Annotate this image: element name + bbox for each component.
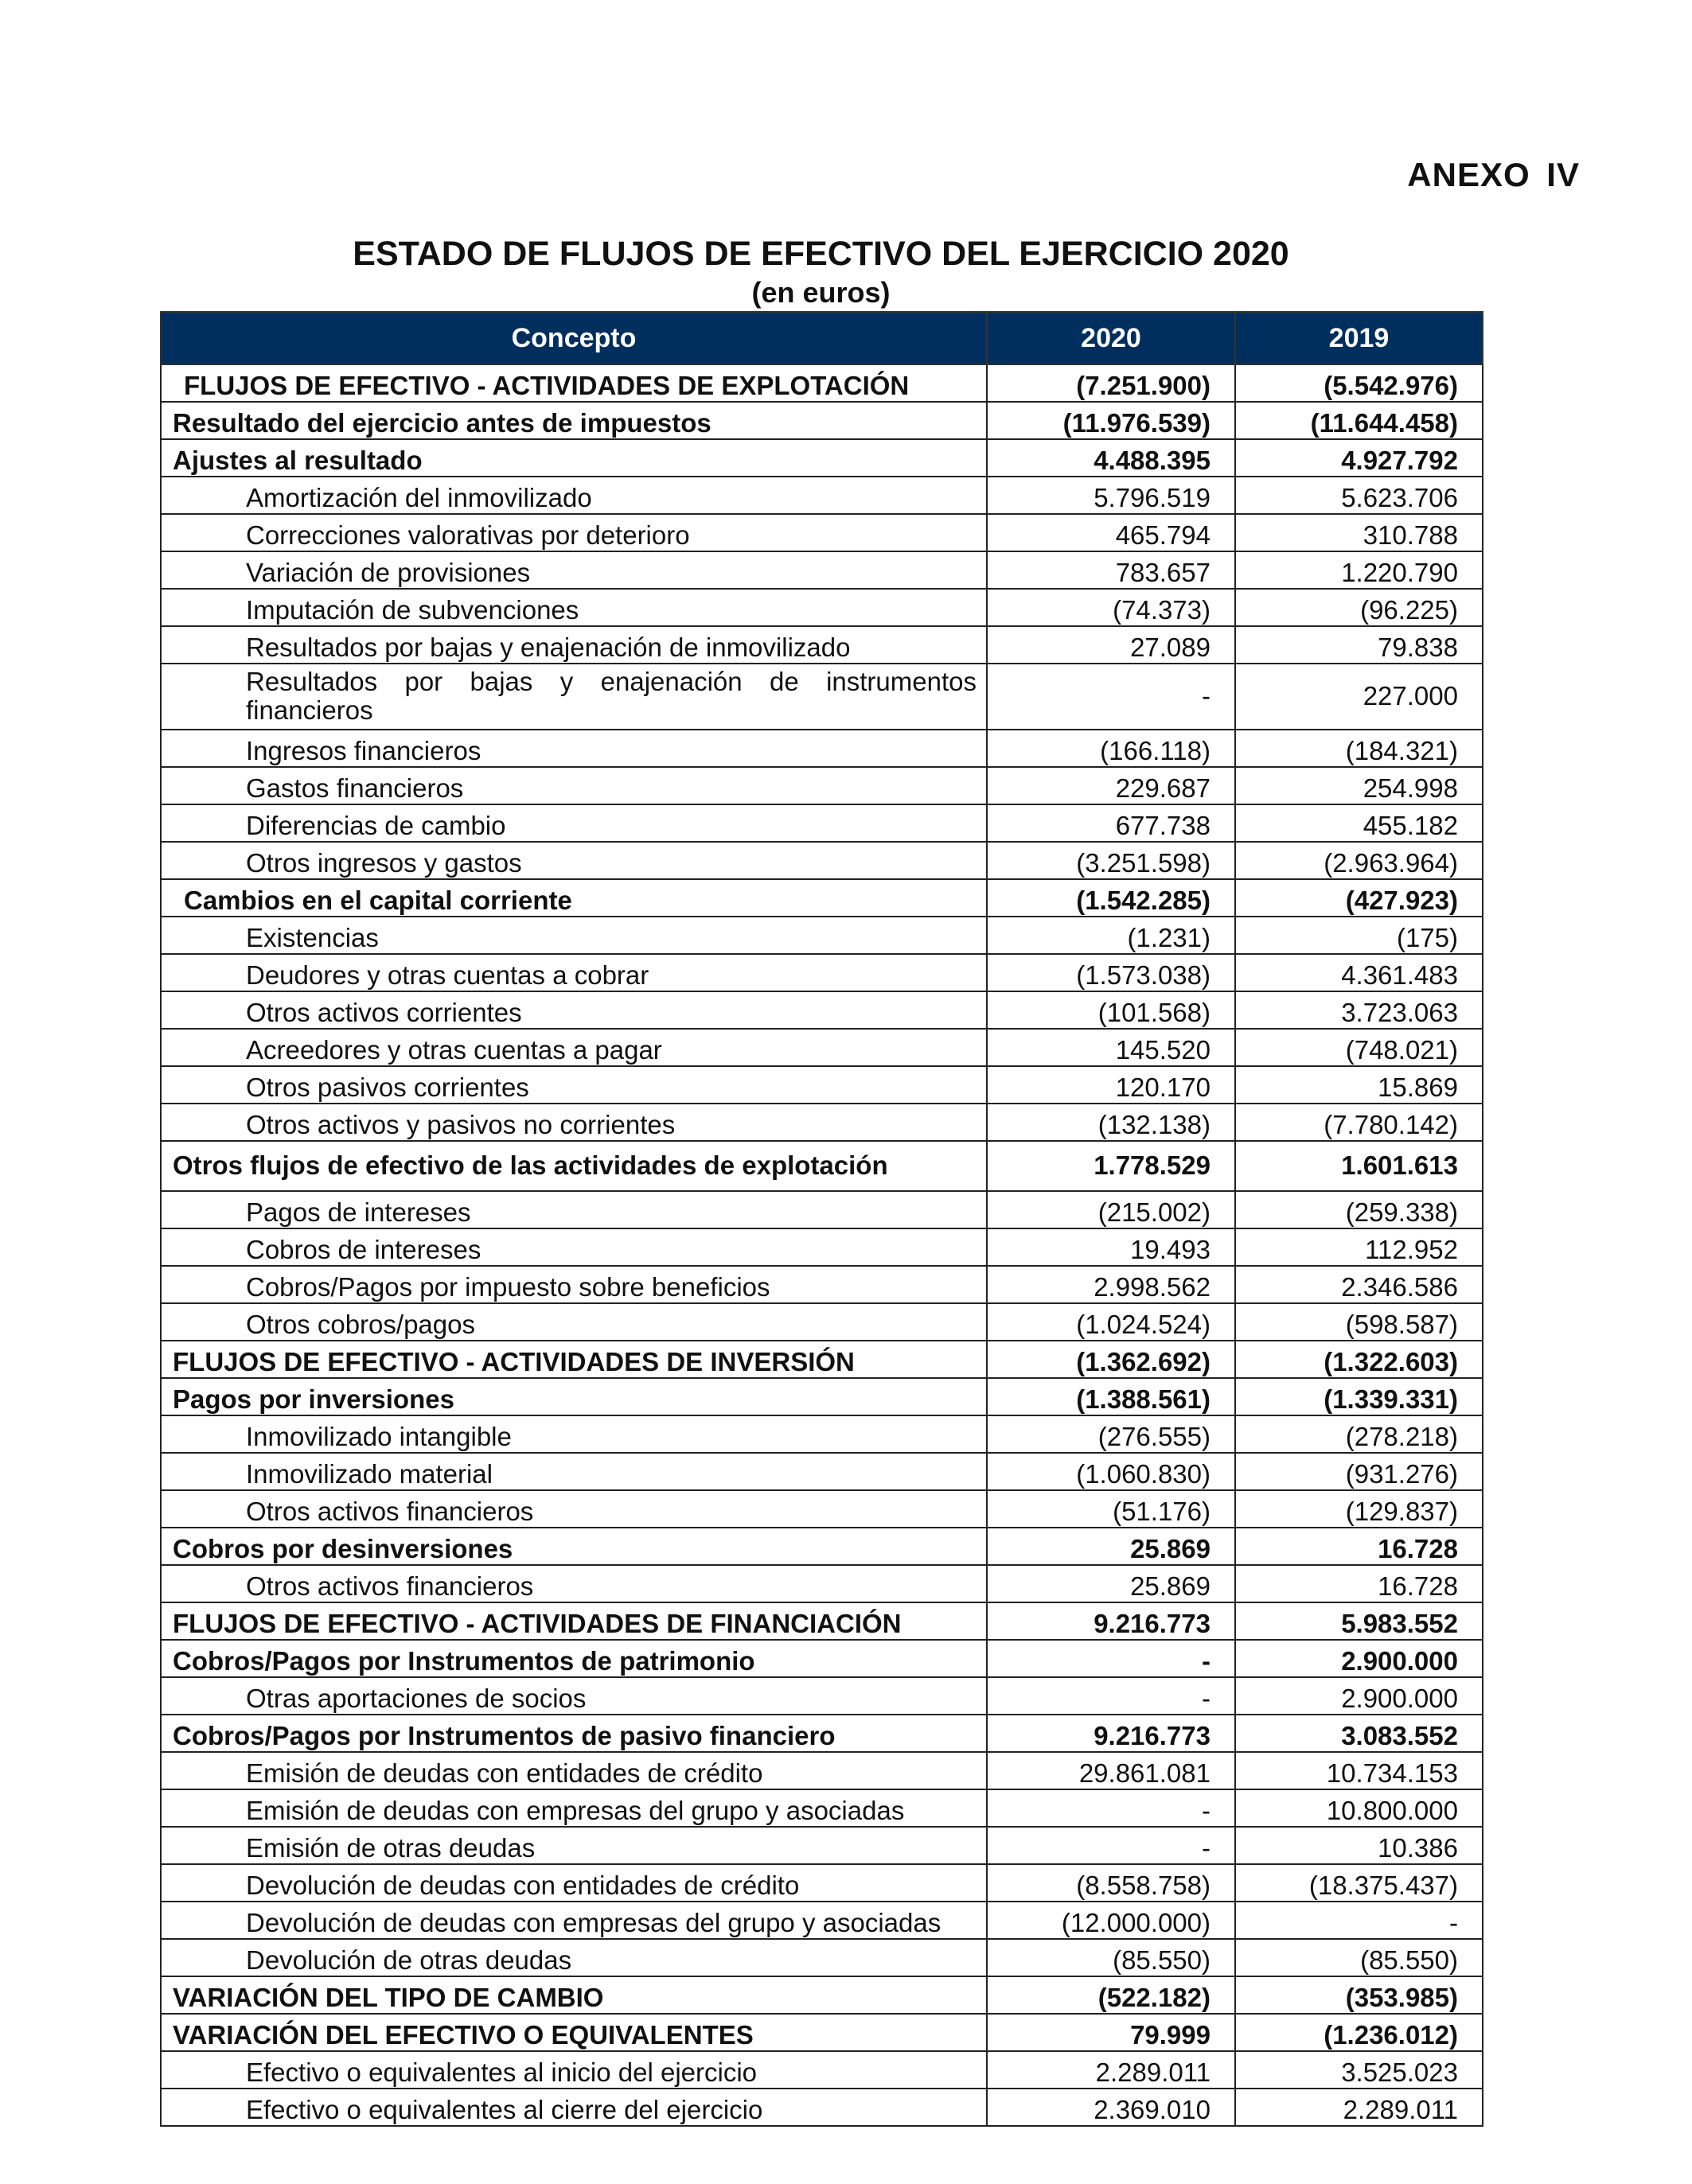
table-row xyxy=(161,1789,1483,1827)
table-row xyxy=(161,1602,1483,1640)
value-2020: 25.869 xyxy=(987,1565,1235,1602)
concept-cell: Resultado del ejercicio antes de impuestos xyxy=(161,402,987,439)
value-2020: 677.738 xyxy=(987,804,1235,842)
concept-cell: Emisión de deudas con entidades de crédito xyxy=(161,1752,987,1789)
table-row xyxy=(161,439,1483,477)
concept-cell: FLUJOS DE EFECTIVO - ACTIVIDADES DE EXPLOTACIÓN xyxy=(161,364,987,402)
concept-cell: Inmovilizado material xyxy=(161,1453,987,1490)
value-2020: (1.362.692) xyxy=(987,1341,1235,1378)
table-row xyxy=(161,514,1483,551)
value-2020: (51.176) xyxy=(987,1490,1235,1528)
value-2019: (85.550) xyxy=(1235,1939,1483,1976)
value-2019: (931.276) xyxy=(1235,1453,1483,1490)
value-2020: (11.976.539) xyxy=(987,402,1235,439)
value-2019: (18.375.437) xyxy=(1235,1864,1483,1902)
concept-cell: Devolución de deudas con empresas del grupo y asociadas xyxy=(161,1902,987,1939)
value-2019: (11.644.458) xyxy=(1235,402,1483,439)
concept-cell: Otros activos corrientes xyxy=(161,991,987,1029)
value-2020: 9.216.773 xyxy=(987,1715,1235,1752)
value-2020: (1.024.524) xyxy=(987,1303,1235,1341)
table-row xyxy=(161,364,1483,402)
value-2019: 2.900.000 xyxy=(1235,1677,1483,1715)
value-2020: (7.251.900) xyxy=(987,364,1235,402)
value-2019: (1.339.331) xyxy=(1235,1378,1483,1415)
value-2020: (85.550) xyxy=(987,1939,1235,1976)
value-2020: 2.998.562 xyxy=(987,1266,1235,1303)
table-row xyxy=(161,1565,1483,1602)
table-row xyxy=(161,842,1483,879)
value-2019: 16.728 xyxy=(1235,1528,1483,1565)
value-2019: 15.869 xyxy=(1235,1066,1483,1104)
annex-label: ANEXO IV xyxy=(1407,156,1580,193)
value-2020: (74.373) xyxy=(987,589,1235,626)
table-row xyxy=(161,1266,1483,1303)
concept-cell: Resultados por bajas y enajenación de inmovilizado xyxy=(161,626,987,664)
concept-cell: Otros ingresos y gastos xyxy=(161,842,987,879)
table-row xyxy=(161,402,1483,439)
value-2020: (101.568) xyxy=(987,991,1235,1029)
value-2020: (1.542.285) xyxy=(987,879,1235,917)
table-row xyxy=(161,804,1483,842)
concept-cell: Cobros por desinversiones xyxy=(161,1528,987,1565)
value-2020: (3.251.598) xyxy=(987,842,1235,879)
value-2020: 120.170 xyxy=(987,1066,1235,1104)
concept-cell: Otros activos y pasivos no corrientes xyxy=(161,1104,987,1141)
concept-cell: FLUJOS DE EFECTIVO - ACTIVIDADES DE FINANCIACIÓN xyxy=(161,1602,987,1640)
table-row xyxy=(161,626,1483,664)
value-2019: 2.900.000 xyxy=(1235,1640,1483,1677)
value-2020: (1.573.038) xyxy=(987,954,1235,991)
concept-cell: Diferencias de cambio xyxy=(161,804,987,842)
concept-cell: Pagos por inversiones xyxy=(161,1378,987,1415)
value-2019: (2.963.964) xyxy=(1235,842,1483,879)
value-2020: 9.216.773 xyxy=(987,1602,1235,1640)
value-2019: 5.623.706 xyxy=(1235,477,1483,514)
value-2019: 2.346.586 xyxy=(1235,1266,1483,1303)
concept-cell: Cobros/Pagos por Instrumentos de patrimonio xyxy=(161,1640,987,1677)
table-body xyxy=(161,364,1483,2126)
table-row xyxy=(161,879,1483,917)
value-2019: (96.225) xyxy=(1235,589,1483,626)
value-2020: 2.289.011 xyxy=(987,2051,1235,2089)
concept-cell: Otros flujos de efectivo de las actividades de explotación xyxy=(161,1141,987,1191)
table-row xyxy=(161,2089,1483,2126)
concept-cell: Emisión de deudas con empresas del grupo y asociadas xyxy=(161,1789,987,1827)
concept-cell: Ingresos financieros xyxy=(161,730,987,767)
value-2020: (12.000.000) xyxy=(987,1902,1235,1939)
value-2020: (1.060.830) xyxy=(987,1453,1235,1490)
value-2020: 145.520 xyxy=(987,1029,1235,1066)
concept-cell: Imputación de subvenciones xyxy=(161,589,987,626)
value-2020: (132.138) xyxy=(987,1104,1235,1141)
table-row xyxy=(161,1976,1483,2014)
value-2020: 465.794 xyxy=(987,514,1235,551)
table-row xyxy=(161,1453,1483,1490)
table-row xyxy=(161,1528,1483,1565)
header-concept: Concepto xyxy=(161,312,987,364)
table-row xyxy=(161,1640,1483,1677)
concept-cell: Efectivo o equivalentes al cierre del ejercicio xyxy=(161,2089,987,2126)
value-2020: - xyxy=(987,664,1235,730)
document-subtitle: (en euros) xyxy=(751,276,891,309)
value-2019: 16.728 xyxy=(1235,1565,1483,1602)
value-2019: 4.927.792 xyxy=(1235,439,1483,477)
concept-cell: Acreedores y otras cuentas a pagar xyxy=(161,1029,987,1066)
table-row xyxy=(161,1715,1483,1752)
value-2019: 3.723.063 xyxy=(1235,991,1483,1029)
value-2020: - xyxy=(987,1789,1235,1827)
concept-cell: Amortización del inmovilizado xyxy=(161,477,987,514)
concept-cell: Otros activos financieros xyxy=(161,1490,987,1528)
concept-cell: Emisión de otras deudas xyxy=(161,1827,987,1864)
value-2019: 310.788 xyxy=(1235,514,1483,551)
value-2020: 29.861.081 xyxy=(987,1752,1235,1789)
value-2019: (175) xyxy=(1235,917,1483,954)
concept-cell: Otros activos financieros xyxy=(161,1565,987,1602)
value-2020: 19.493 xyxy=(987,1228,1235,1266)
value-2019: (353.985) xyxy=(1235,1976,1483,2014)
concept-cell: FLUJOS DE EFECTIVO - ACTIVIDADES DE INVERSIÓN xyxy=(161,1341,987,1378)
table-row xyxy=(161,551,1483,589)
value-2020: 25.869 xyxy=(987,1528,1235,1565)
value-2019: 10.386 xyxy=(1235,1827,1483,1864)
table-row xyxy=(161,589,1483,626)
value-2019: 1.601.613 xyxy=(1235,1141,1483,1191)
document-title: ESTADO DE FLUJOS DE EFECTIVO DEL EJERCICIO 2020 xyxy=(353,235,1289,273)
concept-cell: Deudores y otras cuentas a cobrar xyxy=(161,954,987,991)
concept-cell: Resultados por bajas y enajenación de instrumentos financieros xyxy=(161,664,987,730)
table-header-row xyxy=(161,312,1483,364)
table-row xyxy=(161,1104,1483,1141)
table-row xyxy=(161,1228,1483,1266)
value-2019: (7.780.142) xyxy=(1235,1104,1483,1141)
value-2020: (1.388.561) xyxy=(987,1378,1235,1415)
value-2020: - xyxy=(987,1640,1235,1677)
table-row xyxy=(161,2014,1483,2051)
value-2019: 254.998 xyxy=(1235,767,1483,804)
concept-cell: Pagos de intereses xyxy=(161,1191,987,1228)
table-row xyxy=(161,1341,1483,1378)
value-2020: 1.778.529 xyxy=(987,1141,1235,1191)
concept-cell: Inmovilizado intangible xyxy=(161,1415,987,1453)
concept-cell: VARIACIÓN DEL EFECTIVO O EQUIVALENTES xyxy=(161,2014,987,2051)
table-row xyxy=(161,917,1483,954)
concept-cell: Cobros de intereses xyxy=(161,1228,987,1266)
table-row xyxy=(161,664,1483,730)
concept-cell: Existencias xyxy=(161,917,987,954)
value-2019: 4.361.483 xyxy=(1235,954,1483,991)
table-row xyxy=(161,477,1483,514)
table-row xyxy=(161,1902,1483,1939)
concept-cell: Correcciones valorativas por deterioro xyxy=(161,514,987,551)
table-row xyxy=(161,991,1483,1029)
table-row xyxy=(161,1029,1483,1066)
table-row xyxy=(161,1939,1483,1976)
concept-cell: VARIACIÓN DEL TIPO DE CAMBIO xyxy=(161,1976,987,2014)
value-2019: 112.952 xyxy=(1235,1228,1483,1266)
value-2019: 2.289.011 xyxy=(1235,2089,1483,2126)
concept-cell: Cambios en el capital corriente xyxy=(161,879,987,917)
value-2020: 5.796.519 xyxy=(987,477,1235,514)
concept-cell: Devolución de deudas con entidades de crédito xyxy=(161,1864,987,1902)
value-2020: (522.182) xyxy=(987,1976,1235,2014)
table-row xyxy=(161,767,1483,804)
cash-flow-table xyxy=(160,311,1483,2127)
table-row xyxy=(161,1141,1483,1191)
value-2020: - xyxy=(987,1677,1235,1715)
value-2019: (1.322.603) xyxy=(1235,1341,1483,1378)
value-2020: (166.118) xyxy=(987,730,1235,767)
value-2019: - xyxy=(1235,1902,1483,1939)
table-row xyxy=(161,1191,1483,1228)
value-2019: 10.734.153 xyxy=(1235,1752,1483,1789)
value-2020: 4.488.395 xyxy=(987,439,1235,477)
table-row xyxy=(161,954,1483,991)
concept-cell: Cobros/Pagos por impuesto sobre beneficios xyxy=(161,1266,987,1303)
value-2020: 783.657 xyxy=(987,551,1235,589)
value-2019: 1.220.790 xyxy=(1235,551,1483,589)
value-2019: (278.218) xyxy=(1235,1415,1483,1453)
value-2020: - xyxy=(987,1827,1235,1864)
table-row xyxy=(161,2051,1483,2089)
table-row xyxy=(161,1303,1483,1341)
value-2020: (8.558.758) xyxy=(987,1864,1235,1902)
table-row xyxy=(161,1415,1483,1453)
value-2020: 79.999 xyxy=(987,2014,1235,2051)
value-2019: (259.338) xyxy=(1235,1191,1483,1228)
header-2020: 2020 xyxy=(987,312,1235,364)
concept-cell: Otros cobros/pagos xyxy=(161,1303,987,1341)
value-2019: (427.923) xyxy=(1235,879,1483,917)
value-2019: 3.525.023 xyxy=(1235,2051,1483,2089)
value-2019: 455.182 xyxy=(1235,804,1483,842)
value-2019: (129.837) xyxy=(1235,1490,1483,1528)
value-2020: (276.555) xyxy=(987,1415,1235,1453)
value-2020: 2.369.010 xyxy=(987,2089,1235,2126)
value-2019: 79.838 xyxy=(1235,626,1483,664)
table-row xyxy=(161,1752,1483,1789)
value-2019: 3.083.552 xyxy=(1235,1715,1483,1752)
table-row xyxy=(161,1066,1483,1104)
concept-cell: Cobros/Pagos por Instrumentos de pasivo financiero xyxy=(161,1715,987,1752)
value-2019: 227.000 xyxy=(1235,664,1483,730)
value-2019: (748.021) xyxy=(1235,1029,1483,1066)
value-2019: (1.236.012) xyxy=(1235,2014,1483,2051)
value-2020: (215.002) xyxy=(987,1191,1235,1228)
concept-cell: Efectivo o equivalentes al inicio del ejercicio xyxy=(161,2051,987,2089)
concept-cell: Variación de provisiones xyxy=(161,551,987,589)
concept-cell: Ajustes al resultado xyxy=(161,439,987,477)
concept-cell: Devolución de otras deudas xyxy=(161,1939,987,1976)
header-2019: 2019 xyxy=(1235,312,1483,364)
table-row xyxy=(161,1490,1483,1528)
table-row xyxy=(161,1677,1483,1715)
value-2020: 229.687 xyxy=(987,767,1235,804)
table-row xyxy=(161,1827,1483,1864)
value-2019: (5.542.976) xyxy=(1235,364,1483,402)
value-2019: 5.983.552 xyxy=(1235,1602,1483,1640)
value-2020: (1.231) xyxy=(987,917,1235,954)
concept-cell: Otros pasivos corrientes xyxy=(161,1066,987,1104)
table-row xyxy=(161,1864,1483,1902)
value-2019: (598.587) xyxy=(1235,1303,1483,1341)
concept-cell: Gastos financieros xyxy=(161,767,987,804)
value-2020: 27.089 xyxy=(987,626,1235,664)
concept-cell: Otras aportaciones de socios xyxy=(161,1677,987,1715)
value-2019: 10.800.000 xyxy=(1235,1789,1483,1827)
table-row xyxy=(161,1378,1483,1415)
table-row xyxy=(161,730,1483,767)
value-2019: (184.321) xyxy=(1235,730,1483,767)
